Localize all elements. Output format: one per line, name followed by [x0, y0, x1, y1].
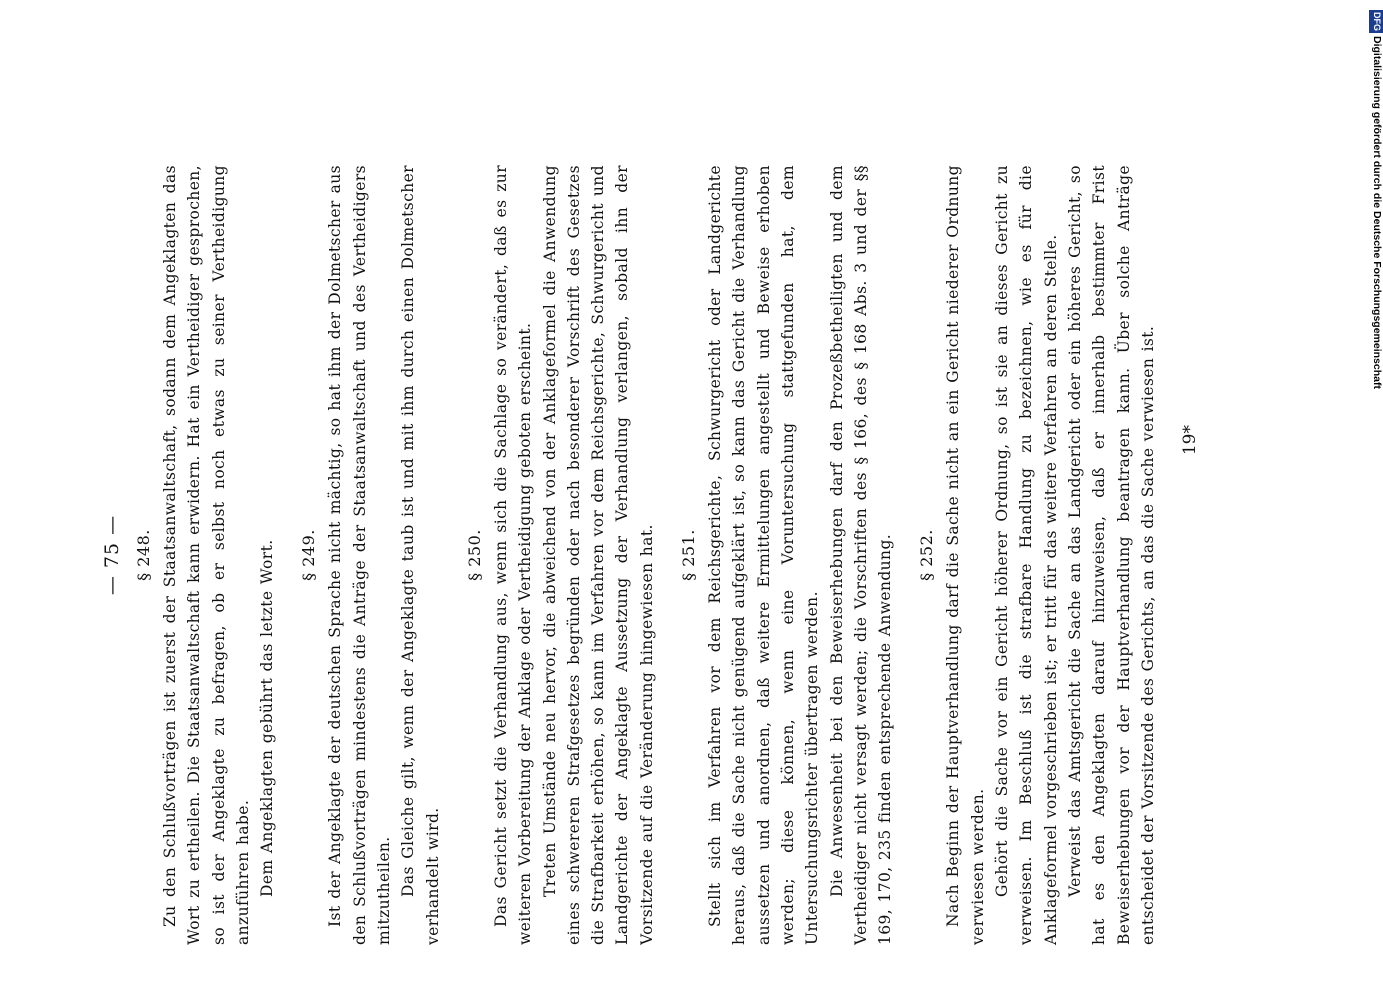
paragraph: Das Gericht setzt die Verhandlung aus, wenn sich die Sachlage so verändert, daß es zur weiteren Vorbereitung der Anklage oder Vertheidigung geboten erscheint. [491, 165, 535, 945]
paragraph: Dem Angeklagten gebührt das letzte Wort. [258, 539, 277, 897]
section-title: § 251. [679, 529, 699, 581]
digitization-credit [1369, 10, 1383, 410]
dfg-logo: DFG [1369, 10, 1383, 33]
paragraph: Gehört die Sache vor ein Gericht höherer Ordnung, so ist sie an dieses Gericht zu verweisen. Im Beschluß ist die strafbare Handlung zu bezeichnen, wie es für die Anklageformel vorgeschrieben ist; er tritt für das weitere Verfahren an deren Stelle. [993, 165, 1060, 945]
section-252 [915, 165, 1160, 945]
digitization-credit-text: Digitalisierung gefördert durch die Deutsche Forschungsgemeinschaft [1371, 36, 1383, 389]
paragraph: Ist der Angeklagte der deutschen Sprache nicht mächtig, so hat ihm der Dolmetscher aus den Schlußvorträgen mindestens die Anträge der Staatsanwaltschaft und des Vertheidigers mitzutheilen. [326, 165, 394, 945]
page-content [100, 165, 1260, 945]
section-title: § 249. [299, 529, 319, 581]
section-250 [463, 165, 659, 945]
page-number-header: — 75 — [101, 514, 123, 596]
paragraph: Stellt sich im Verfahren vor dem Reichsgerichte, Schwurgericht oder Landgerichte heraus, daß die Sache nicht genügend aufgeklärt ist, so kann das Gericht die Verhandlung aussetzen und anordnen, daß weitere Ermittelungen angestellt und Beweise erhoben werden; diese können, wenn eine Voruntersuchung stattgefunden hat, dem Untersuchungsrichter übertragen werden. [706, 165, 822, 945]
paragraph: Nach Beginn der Hauptverhandlung darf die Sache nicht an ein Gericht niederer Ordnung verwiesen werden. [944, 165, 987, 945]
paragraph: Verweist das Amtsgericht die Sache an das Landgericht oder ein höheres Gericht, so hat es den Angeklagten darauf hinzuweisen, daß er innerhalb bestimmter Frist Beweiserhebungen vor der Hauptverhandlung beantragen kann. Über solche Anträge entscheidet der Vorsitzende des Gerichts, an das die Sache verwiesen ist. [1065, 165, 1157, 945]
section-251 [677, 165, 897, 945]
paragraph: Treten Umstände neu hervor, die abweichend von der Anklageformel die Anwendung eines schwereren Strafgesetzes begründen oder nach besonderer Vorschrift des Gesetzes die Strafbarkeit erhöhen, so kann im Verfahren vor dem Reichsgerichte, Schwurgericht und Landgerichte der Angeklagte Aussetzung der Verhandlung verlangen, sobald ihn der Vorsitzende auf die Veränderung hingewiesen hat. [540, 165, 656, 945]
signature-mark: 19* [1180, 425, 1201, 456]
section-title: § 252. [917, 529, 937, 581]
section-248 [132, 165, 279, 945]
section-title: § 248. [134, 529, 153, 581]
section-249 [297, 165, 444, 945]
section-title: § 250. [464, 529, 484, 581]
paragraph: Das Gleiche gilt, wenn der Angeklagte taub ist und mit ihm durch einen Dolmetscher verhandelt wird. [399, 165, 442, 945]
paragraph: Die Anwesenheit bei den Beweiserhebungen darf den Prozeßbetheiligten und dem Vertheidiger nicht versagt werden; die Vorschriften des § 166, des § 168 Abs. 3 und der §§ 169, 170, 235 finden entsprechende Anwendung. [827, 165, 895, 945]
paragraph: Zu den Schlußvorträgen ist zuerst der Staatsanwaltschaft, sodann dem Angeklagten das Wort zu ertheilen. Die Staatsanwaltschaft kann erwidern. Hat ein Vertheidiger gesprochen, so ist der Angeklagte zu befragen, ob er selbst noch etwas zu seiner Vertheidigung anzuführen habe. [161, 165, 252, 945]
